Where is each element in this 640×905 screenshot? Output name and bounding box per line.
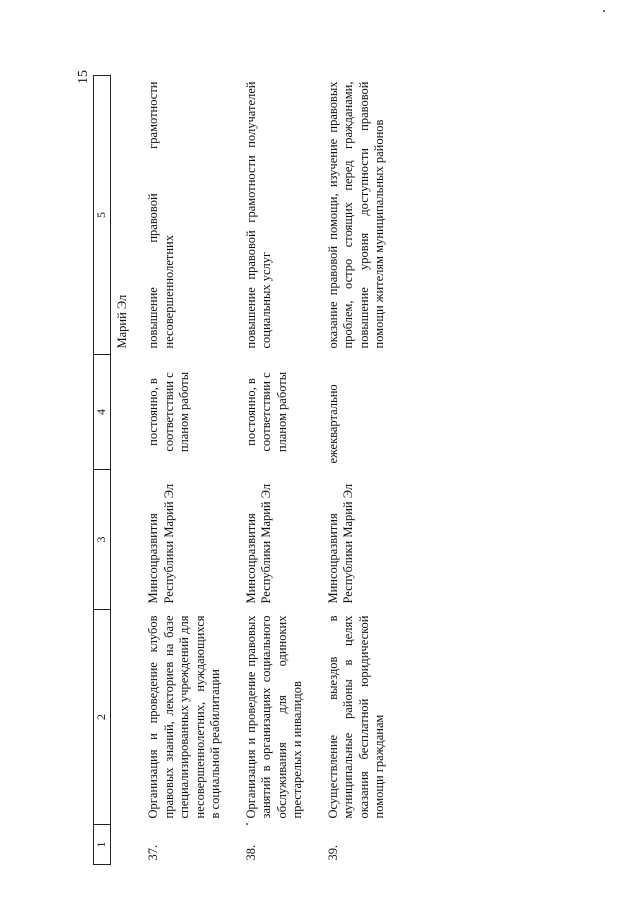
table-row <box>140 76 238 865</box>
activity-table <box>93 75 402 865</box>
header-col-3: 3 <box>94 470 111 610</box>
row-activity: Организация и проведение правовых занятий в организациях социального обслуживания для одиноких престарелых и инвалидов <box>243 615 304 819</box>
row-deadline: ежеквартально <box>325 384 340 464</box>
row-responsible: Минсоцразвития Республики Марий Эл <box>146 483 176 604</box>
row-result: повышение правовой грамотности несовершеннолетних <box>146 81 176 349</box>
row-deadline: постоянно, в соответствии с планом работы <box>243 371 289 453</box>
continuation-text: Марий Эл <box>114 294 129 349</box>
header-col-2: 2 <box>94 610 111 825</box>
table-row <box>238 76 320 865</box>
row-number: 37. <box>146 844 160 861</box>
row-result: повышение правовой грамотности получателей социальных услуг <box>243 81 273 349</box>
row-activity: Осуществление выездов в муниципальные районы в целях оказания бесплатной юридической помощи гражданам <box>325 615 386 819</box>
header-row <box>94 76 111 865</box>
row-responsible: Минсоцразвития Республики Марий Эл <box>243 483 273 604</box>
row-activity: Организация и проведение клубов правовых знаний, лекториев на базе специализированных учреждений для несовершеннолетних, нуждающихся в социальной реабилитации <box>146 615 222 819</box>
header-col-1: 1 <box>94 825 111 865</box>
scan-speck <box>603 10 605 12</box>
page-number: 15 <box>76 70 91 84</box>
rotated-table-sheet <box>93 75 558 865</box>
row-number: 39. <box>325 844 340 861</box>
row-deadline: постоянно, в соответствии с планом работы <box>146 371 191 453</box>
row-responsible: Минсоцразвития Республики Марий Эл <box>325 483 355 604</box>
row-result: оказание правовой помощи, изучение правовых проблем, остро стоящих перед гражданами, повышение уровня доступности правовой помощи жителям муниципальных районов <box>325 81 386 349</box>
continuation-row <box>110 76 140 865</box>
header-col-4: 4 <box>94 355 111 470</box>
scan-speck <box>246 823 248 825</box>
row-number: 38. <box>243 844 258 861</box>
header-col-5: 5 <box>94 76 111 355</box>
table-row <box>320 76 402 865</box>
